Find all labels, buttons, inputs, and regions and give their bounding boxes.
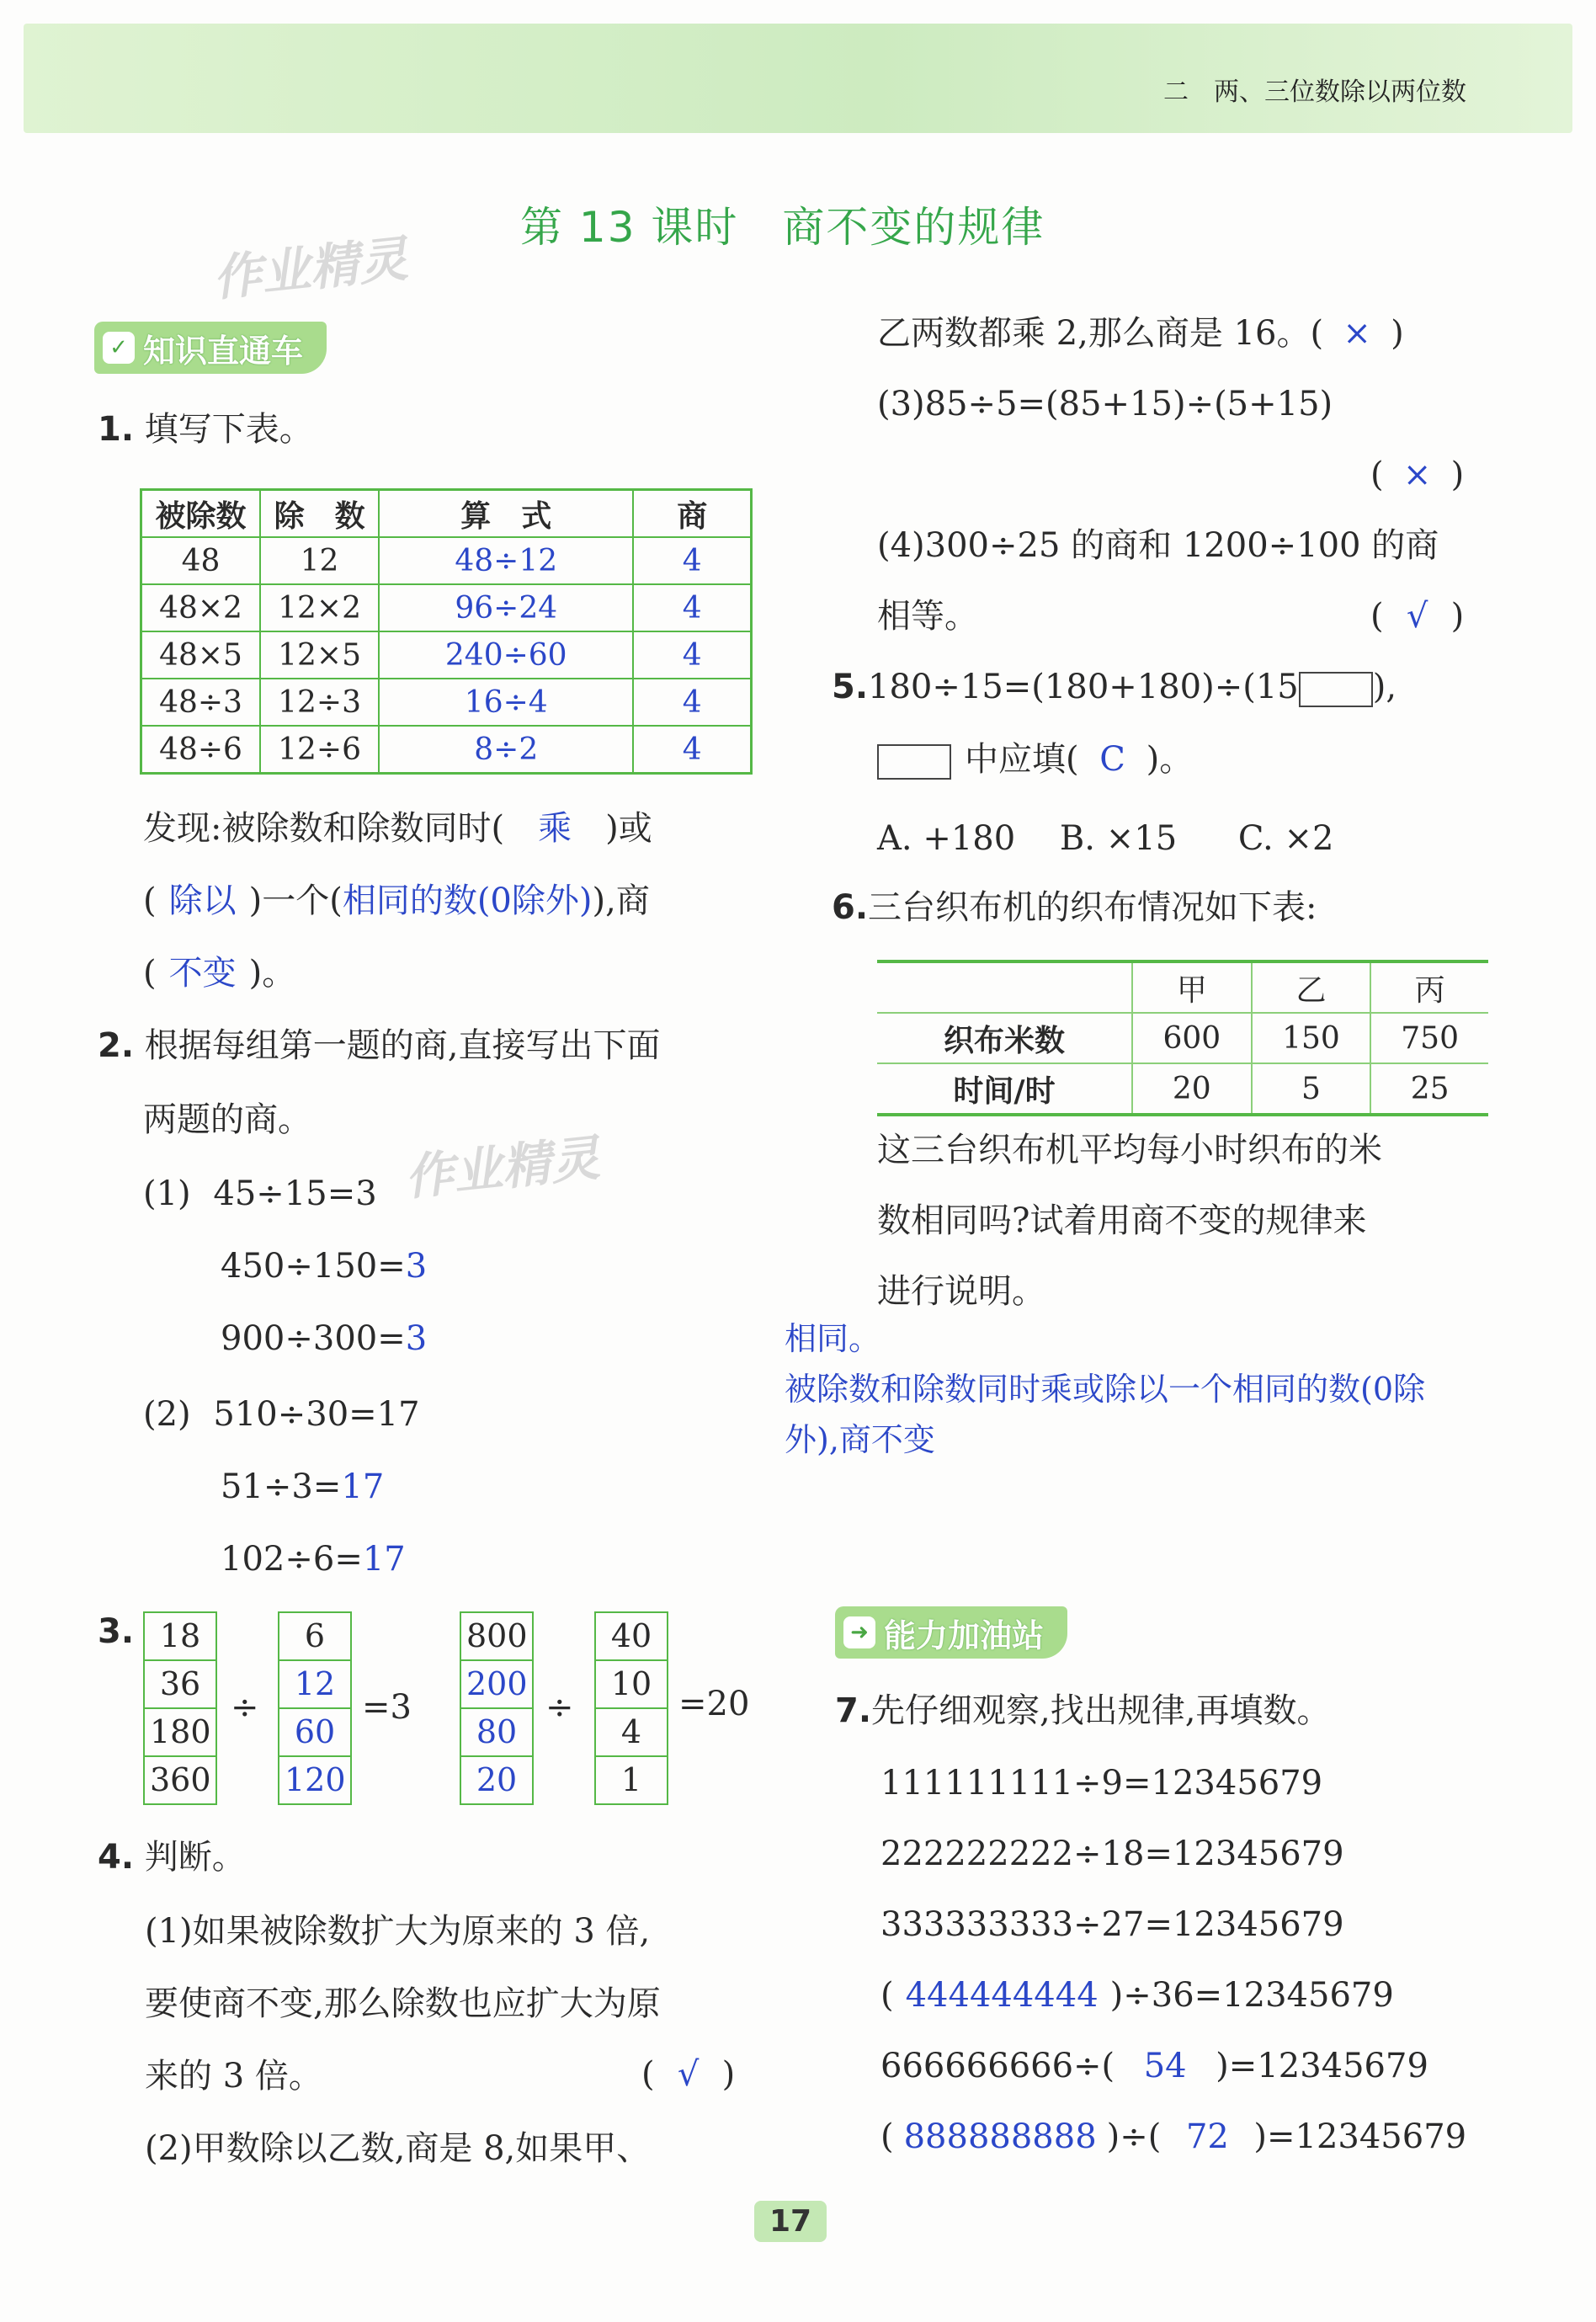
text: ( [880,1976,894,2015]
q4-p2-line2 [877,310,1404,357]
text: 450÷150= [221,1247,406,1286]
text: (2) [143,1395,191,1434]
cell: 48×2 [141,584,261,631]
answer: 17 [362,1540,406,1579]
q3-col2 [278,1611,352,1805]
q7-line: 333333333÷27=12345679 [880,1905,1344,1944]
text: 45÷15=3 [213,1174,377,1213]
q6-question: 这三台织布机平均每小时织布的米 [877,1131,1382,1169]
cell: 600 [1132,1013,1252,1063]
cell: 150 [1252,1013,1371,1063]
q6 [832,884,1317,931]
q4 [98,1834,246,1881]
option-a: A. +180 [877,819,1016,858]
header-cell: 除 数 [260,490,379,538]
q6-question: 进行说明。 [877,1272,1045,1311]
text: )=12345679 [1253,2117,1467,2156]
answer-cell: 96÷24 [379,584,633,631]
q3-col4 [594,1611,668,1805]
cell: 360 [150,1761,211,1798]
q2-g2-b [221,1536,406,1583]
cell: 10 [596,1661,667,1709]
answer-cell: 4 [633,537,751,584]
q2-g2-base [143,1391,420,1438]
text: ) [1391,314,1404,353]
row-label: 织布米数 [943,1023,1065,1058]
option-b: B. ×15 [1059,819,1178,858]
blank-box [1299,672,1373,707]
header-cell: 甲 [1132,961,1252,1013]
q2-text: 根据每组第一题的商,直接写出下面 [144,1026,661,1065]
text: 102÷6= [221,1540,363,1579]
text: ) [1450,455,1465,494]
q7-line: 222222222÷18=12345679 [880,1835,1344,1873]
row-label: 时间/时 [953,1073,1056,1109]
answer-cell: 20 [476,1761,518,1798]
table-row [141,584,752,631]
q2-g2-a [221,1463,384,1510]
table-row [877,1063,1488,1115]
table-row [877,1013,1488,1063]
answer-cell: 80 [461,1709,532,1757]
q2-text-2: 两题的商。 [143,1100,311,1139]
text: 中应填( [965,740,1079,779]
text: ), [1372,668,1397,706]
cell: 48 [141,537,261,584]
runner-icon: ➜ [843,1616,875,1648]
watermark-2: 作业精灵 [402,1129,603,1206]
answer-cell: 120 [285,1761,346,1798]
table-row [141,631,752,679]
text: 666666666÷( [880,2047,1115,2085]
q7-line5 [880,2042,1428,2090]
answer: 相同的数(0除外) [342,881,593,920]
answer-cell: 4 [633,726,751,774]
answer: 除以 [168,881,237,920]
cell: 12 [260,537,379,584]
blank-box [877,744,951,780]
table-row [877,961,1488,1013]
text: ( [1370,597,1384,636]
answer-cell: 4 [633,584,751,631]
answer: 72 [1185,2117,1229,2156]
answer: 3 [405,1247,428,1286]
q7 [835,1687,1330,1734]
answer-cell: 60 [279,1709,350,1757]
cell: 4 [596,1709,667,1757]
cell: 18 [145,1613,215,1661]
q6-question: 数相同吗?试着用商不变的规律来 [877,1201,1367,1240]
q4-p1: 来的 3 倍。 [145,2057,322,2096]
cell: 12×5 [260,631,379,679]
text: )一个( [248,881,343,920]
text: 510÷30=17 [213,1395,420,1434]
text: 900÷300= [221,1319,406,1358]
answer: 444444444 [905,1976,1099,2015]
cell: 6 [279,1613,350,1661]
q4-p1: 要使商不变,那么除数也应扩大为原 [145,1984,661,2023]
q2-number: 2. [98,1026,135,1065]
watermark: 作业精灵 [210,230,411,307]
header-cell: 乙 [1252,961,1371,1013]
cell: 800 [461,1613,532,1661]
q1-find-line2 [143,877,650,924]
text: ( [641,2055,655,2094]
text: )=12345679 [1216,2047,1428,2085]
answer-cell: 4 [633,631,751,679]
q7-line4 [880,1972,1394,2019]
ability-banner [835,1606,1067,1659]
q5 [832,663,1396,711]
q5-options [877,815,1333,862]
answer: 54 [1143,2047,1187,2085]
header-cell: 算 式 [379,490,633,538]
answer-cell: 48÷12 [379,537,633,584]
cell: 40 [596,1613,667,1661]
q5-number: 5. [832,668,869,706]
text: )。 [1146,740,1194,779]
q6-number: 6. [832,888,869,927]
answer: × [1343,314,1371,353]
knowledge-banner [94,322,327,374]
cell: 48×5 [141,631,261,679]
cell: 48÷6 [141,726,261,774]
text: ),商 [592,881,650,920]
answer: 888888888 [903,2117,1097,2156]
text: )或 [605,809,652,848]
answer: 3 [405,1319,428,1358]
header-cell: 商 [633,490,751,538]
option-c: C. ×2 [1237,819,1334,858]
q1-text: 填写下表。 [144,410,313,449]
text: ( [1370,455,1384,494]
text: 51÷3= [221,1467,342,1506]
section-label: 二 两、三位数除以两位数 [1163,77,1466,107]
cell: 12×2 [260,584,379,631]
q7-line: 111111111÷9=12345679 [880,1764,1323,1803]
answer: 17 [341,1467,385,1506]
q6-text: 三台织布机的织布情况如下表: [868,888,1317,927]
answer-cell: 12 [279,1661,350,1709]
cell: 5 [1252,1063,1371,1115]
q2-g1-b [221,1315,427,1362]
q3-number: 3. [98,1612,135,1651]
answer-cell: 4 [633,679,751,726]
q1 [98,406,313,453]
text: 发现:被除数和除数同时( [143,809,505,848]
text: )÷36=12345679 [1109,1976,1394,2015]
q4-p1-answer [641,2051,735,2098]
q1-find-line1 [143,805,652,852]
answer: C [1099,740,1125,779]
text: 乙两数都乘 2,那么商是 16。( [877,314,1324,353]
banner-label: 能力加油站 [884,1616,1045,1654]
answer: × [1402,455,1432,494]
answer: 乘 [538,809,572,848]
answer: √ [677,2055,700,2094]
equals-text: =20 [678,1685,750,1723]
q2 [98,1022,660,1069]
cell: 1 [620,1761,642,1798]
text: ( [143,954,157,993]
q7-text: 先仔细观察,找出规律,再填数。 [871,1691,1331,1730]
banner-label: 知识直通车 [143,332,304,370]
header-cell [877,961,1132,1013]
q6-table [877,960,1488,1116]
q4-number: 4. [98,1838,135,1877]
cell: 25 [1370,1063,1488,1115]
q4-p3: (3)85÷5=(85+15)÷(5+15) [877,385,1333,423]
q1-table [140,488,753,775]
cell: 36 [145,1661,215,1709]
cell: 750 [1370,1013,1488,1063]
answer: √ [1406,597,1428,636]
page-title: 第 13 课时 商不变的规律 [520,203,1045,252]
table-row [141,726,752,774]
divide-sign: ÷ [545,1688,574,1727]
q4-p4: 相等。 [877,597,978,636]
header-cell: 丙 [1370,961,1488,1013]
text: ) [1450,597,1465,636]
q4-p3-answer [1370,451,1464,498]
q4-p4: (4)300÷25 的商和 1200÷100 的商 [877,526,1439,565]
cell: 180 [145,1709,215,1757]
q4-text: 判断。 [144,1838,246,1877]
q7-line6 [880,2113,1466,2160]
q1-find-line3 [143,950,295,997]
cell: 20 [1132,1063,1252,1115]
q3-col1 [143,1611,217,1805]
q7-number: 7. [835,1691,872,1730]
q4-p4-answer [1370,593,1464,640]
table-row [141,679,752,726]
cell: 12÷6 [260,726,379,774]
text: 180÷15=(180+180)÷(15 [868,668,1299,706]
q6-answer: 外),商不变 [785,1421,935,1458]
text: ( [143,881,157,920]
text: )÷( [1106,2117,1162,2156]
table-row [141,537,752,584]
text: (1) [143,1174,191,1213]
page-number: 17 [754,2201,827,2242]
text: )。 [248,954,296,993]
q6-answer: 被除数和除数同时乘或除以一个相同的数(0除 [785,1371,1426,1408]
cell: 12÷3 [260,679,379,726]
answer-cell: 200 [461,1661,532,1709]
answer-cell: 240÷60 [379,631,633,679]
q4-p2: (2)甲数除以乙数,商是 8,如果甲、 [145,2129,651,2168]
q6-answer: 相同。 [785,1320,881,1357]
equals-text: =3 [362,1688,412,1727]
text: ) [721,2055,736,2094]
answer-cell: 16÷4 [379,679,633,726]
q4-p1: (1)如果被除数扩大为原来的 3 倍, [145,1912,651,1951]
cell: 48÷3 [141,679,261,726]
q2-g1-a [221,1243,427,1290]
q3-col3 [460,1611,534,1805]
answer: 不变 [168,954,237,993]
q2-g1-base [143,1170,377,1217]
q5-line2 [877,736,1193,783]
header-cell: 被除数 [141,490,261,538]
q1-number: 1. [98,410,135,449]
text: ( [880,2117,894,2156]
book-icon: ✓ [103,332,135,364]
answer-cell: 8÷2 [379,726,633,774]
divide-sign: ÷ [231,1688,259,1727]
